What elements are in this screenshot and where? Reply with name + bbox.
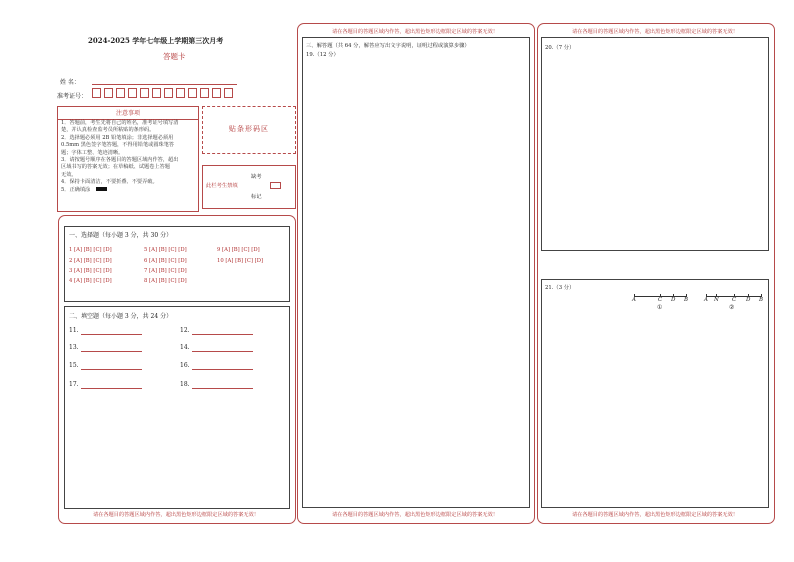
absent-label: 缺考 xyxy=(251,174,262,180)
blank-line[interactable] xyxy=(192,388,253,389)
note-line: 0.5mm 黑色签字笔答题，不得用铅笔或圆珠笔答 xyxy=(61,142,175,149)
mcq-item[interactable]: 5 [A] [B] [C] [D] xyxy=(144,247,187,253)
q20-label: 20.（7 分） xyxy=(545,45,575,51)
notes-title: 注意事项 xyxy=(58,108,198,120)
id-box[interactable] xyxy=(176,88,185,98)
note-line: 3．请按题号顺序在各题目的答题区域内作答，超出 xyxy=(61,157,179,164)
blank-number: 16. xyxy=(180,362,190,369)
point-label: D xyxy=(746,297,751,303)
mcq-item[interactable]: 8 [A] [B] [C] [D] xyxy=(144,278,187,284)
id-box[interactable] xyxy=(104,88,113,98)
absent-mark-box xyxy=(202,165,296,209)
fill-blank-section xyxy=(64,306,290,509)
blank-number: 18. xyxy=(180,381,190,388)
mcq-item[interactable]: 4 [A] [B] [C] [D] xyxy=(69,278,112,284)
mcq-item[interactable]: 10 [A] [B] [C] [D] xyxy=(217,258,264,264)
answer-area-warning: 请在各题目的答题区域内作答，超出黑色矩形边框限定区域的答案无效！ xyxy=(92,512,259,518)
blank-line[interactable] xyxy=(81,334,142,335)
id-box[interactable] xyxy=(200,88,209,98)
blank-number: 11. xyxy=(69,327,79,334)
figure-caption: ② xyxy=(729,304,735,311)
point-label: N xyxy=(714,297,719,303)
notes-box xyxy=(57,106,199,212)
exam-title: 2024-2025 学年七年级上学期第三次月考 xyxy=(88,36,224,45)
answer-area-warning: 请在各题目的答题区域内作答，超出黑色矩形边框限定区域的答案无效！ xyxy=(331,29,498,35)
q21-label: 21.（3 分） xyxy=(545,285,575,291)
fill-blank-title: 二、填空题（每小题 3 分，共 24 分） xyxy=(69,313,173,320)
id-box[interactable] xyxy=(128,88,137,98)
blank-number: 15. xyxy=(69,362,79,369)
answer-area-warning: 请在各题目的答题区域内作答，超出黑色矩形边框限定区域的答案无效！ xyxy=(571,29,738,35)
note-line: 区域书写的答案无效；在草稿纸、试题卷上答题 xyxy=(61,164,170,171)
exam-id-boxes[interactable] xyxy=(92,88,252,100)
blank-line[interactable] xyxy=(81,388,142,389)
mcq-item[interactable]: 6 [A] [B] [C] [D] xyxy=(144,258,187,264)
filled-mark-sample xyxy=(96,187,107,191)
blank-line[interactable] xyxy=(192,369,253,370)
mcq-item[interactable]: 9 [A] [B] [C] [D] xyxy=(217,247,260,253)
q20-answer-area[interactable] xyxy=(541,37,769,251)
note-line: 5．正确填涂 xyxy=(61,187,178,194)
q19-answer-area[interactable] xyxy=(302,37,530,508)
figure-caption: ① xyxy=(657,304,663,311)
point-label: C xyxy=(658,297,663,303)
id-box[interactable] xyxy=(92,88,101,98)
blank-number: 14. xyxy=(180,344,190,351)
q21-answer-area[interactable] xyxy=(541,279,769,508)
point-label: C xyxy=(732,297,737,303)
answer-area-warning: 请在各题目的答题区域内作答，超出黑色矩形边框限定区域的答案无效！ xyxy=(331,512,498,518)
blank-line[interactable] xyxy=(81,351,142,352)
point-label: A xyxy=(632,297,636,303)
point-label: B xyxy=(684,297,689,303)
exam-id-label: 准考证号： xyxy=(57,93,88,100)
answer-card-subtitle: 答题卡 xyxy=(163,52,186,61)
mcq-item[interactable]: 3 [A] [B] [C] [D] xyxy=(69,268,112,274)
absent-checkbox[interactable] xyxy=(270,182,281,189)
point-label: D xyxy=(671,297,676,303)
blank-line[interactable] xyxy=(81,369,142,370)
id-box[interactable] xyxy=(212,88,221,98)
blank-line[interactable] xyxy=(192,334,253,335)
barcode-area xyxy=(202,106,296,154)
barcode-label: 贴条形码区 xyxy=(229,125,269,133)
note-line: 4．保持卡面清洁，不要折叠、不要弄破。 xyxy=(61,179,158,186)
note-line: 楚，并认真检查监考员所粘贴的条形码。 xyxy=(61,127,155,134)
note-line: 题；字体工整、笔迹清晰。 xyxy=(61,149,124,156)
point-label: A xyxy=(704,297,708,303)
blank-number: 12. xyxy=(180,327,190,334)
note-line: 无效。 xyxy=(61,171,77,178)
id-box[interactable] xyxy=(152,88,161,98)
id-box[interactable] xyxy=(140,88,149,98)
notes-list xyxy=(61,120,178,194)
blank-number: 13. xyxy=(69,344,79,351)
point-label: B xyxy=(759,297,764,303)
note-line: 1．答题前，考生先将自己的姓名，准考证号填写清 xyxy=(61,120,179,126)
blank-number: 17. xyxy=(69,381,79,388)
note-line: 2．选择题必须用 2B 铅笔填涂；非选择题必须用 xyxy=(61,134,174,141)
name-field[interactable] xyxy=(92,84,237,85)
mcq-item[interactable]: 7 [A] [B] [C] [D] xyxy=(144,268,187,274)
mcq-item[interactable]: 2 [A] [B] [C] [D] xyxy=(69,258,112,264)
blank-line[interactable] xyxy=(192,351,253,352)
answer-area-warning: 请在各题目的答题区域内作答，超出黑色矩形边框限定区域的答案无效！ xyxy=(571,512,738,518)
id-box[interactable] xyxy=(116,88,125,98)
id-box[interactable] xyxy=(224,88,233,98)
absent-mark-label: 标记 xyxy=(251,194,262,200)
mcq-item[interactable]: 1 [A] [B] [C] [D] xyxy=(69,247,112,253)
section3-title: 三、解答题（共 64 分，解答应写出文字说明，证明过程或演算步骤） xyxy=(306,43,470,49)
id-box[interactable] xyxy=(188,88,197,98)
mcq-title: 一、选择题（每小题 3 分，共 30 分） xyxy=(69,232,173,239)
absent-forbidden-label: 此栏考生禁填 xyxy=(206,183,238,189)
id-box[interactable] xyxy=(164,88,173,98)
q19-label: 19.（12 分） xyxy=(306,52,339,58)
name-label: 姓 名： xyxy=(60,79,80,86)
